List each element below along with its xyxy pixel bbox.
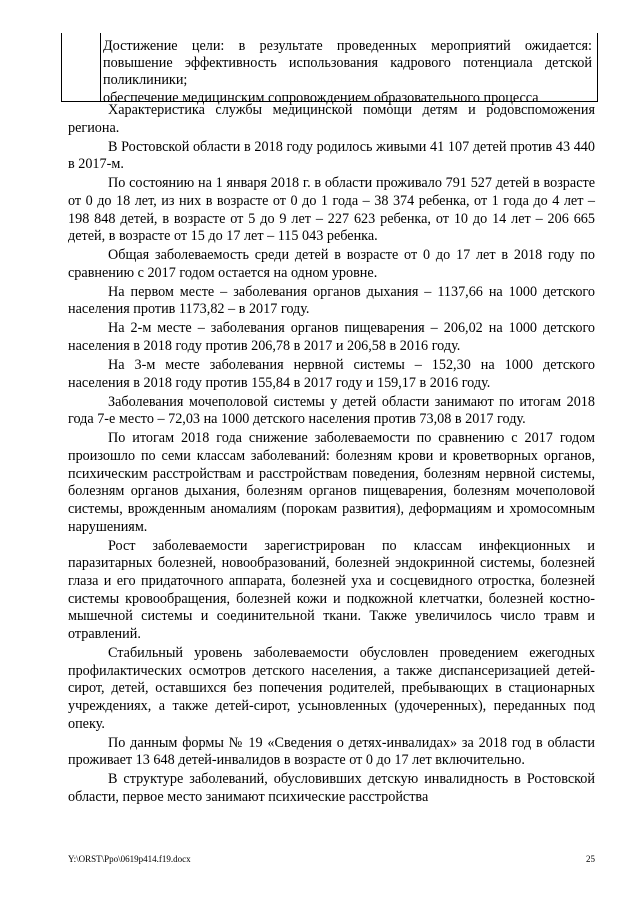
paragraph: По данным формы № 19 «Сведения о детях-инвалидах» за 2018 год в области проживает 13 648 детей-инвалидов в возрасте от 0 до 17 лет включительно. [68, 734, 595, 769]
page-number: 25 [586, 854, 595, 864]
paragraph: В структуре заболеваний, обусловивших детскую инвалидность в Ростовской области, первое место занимают психические расстройства [68, 771, 595, 805]
paragraph: Общая заболеваемость среди детей в возрасте от 0 до 17 лет в 2018 году по сравнению с 2017 годом остается на одном уровне. [68, 247, 595, 281]
paragraph: Заболевания мочеполовой системы у детей области занимают по итогам 2018 года 7-е место – 72,03 на 1000 детского населения против 73,08 в 2017 году. [68, 393, 595, 428]
paragraph: На 3-м месте заболевания нервной системы – 152,30 на 1000 детского населения в 2018 году против 155,84 в 2017 году и 159,17 в 2016 году. [68, 356, 595, 391]
table-empty-cell [62, 33, 101, 101]
table-fragment [61, 33, 598, 106]
table-text-cell [103, 38, 592, 107]
paragraph: На 2-м месте – заболевания органов пищеварения – 206,02 на 1000 детского населения в 2018 году против 206,78 в 2017 и 206,58 в 2016 году. [68, 320, 595, 355]
table-goal-text: Достижение цели: в результате проведенных мероприятий ожидается: повышение эффективность использования кадрового потенциала детской поликлиники; [103, 38, 592, 89]
file-path: Y:\ORST\Ppo\0619p414.f19.docx [68, 854, 191, 864]
paragraph: По состоянию на 1 января 2018 г. в области проживало 791 527 детей в возрасте от 0 до 18 лет, из них в возрасте от 0 до 1 года – 38 374 ребенка, от 1 года до 4 лет – 198 848 детей, в возрасте от 5 до 9 лет – 227 623 ребенка, от 10 до 14 лет – 206 665 детей, в возрасте от 15 до 17 лет – 115 043 ребенка. [68, 175, 595, 245]
paragraph: По итогам 2018 года снижение заболеваемости по сравнению с 2017 годом произошло по семи классам заболеваний: болезням крови и кроветворных органов, психическим расстройствам и расстройствам поведения, болезням нервной системы, болезням органов дыхания, болезням органов пищеварения, болезням мочеполовой системы, врожденным аномалиям (порокам развития), деформациям и хромосомным нарушениям. [68, 430, 595, 535]
paragraph: На первом месте – заболевания органов дыхания – 1137,66 на 1000 детского населения против 1173,82 – в 2017 году. [68, 283, 595, 318]
document-body [68, 102, 595, 808]
table-goal-text-2: обеспечение медицинским сопровождением образовательного процесса [103, 89, 539, 106]
paragraph: Рост заболеваемости зарегистрирован по классам инфекционных и паразитарных болезней, новообразований, болезней эндокринной системы, болезней глаза и его придаточного аппарата, болезней уха и сосцевидного отростка, болезней системы кровообращения, болезней кожи и подкожной клетчатки, болезней костно-мышечной системы и соединительной ткани. Также увеличилось число травм и отравлений. [68, 537, 595, 643]
paragraph: Характеристика службы медицинской помощи детям и родовспоможения региона. [68, 102, 595, 136]
paragraph: В Ростовской области в 2018 году родилось живыми 41 107 детей против 43 440 в 2017-м. [68, 138, 595, 173]
paragraph: Стабильный уровень заболеваемости обусловлен проведением ежегодных профилактических осмотров детского населения, а также диспансеризацией детей-сирот, детей, оставшихся без попечения родителей, пребывающих в стационарных учреждениях, а также детей-сирот, усыновленных (удочеренных), переданных под опеку. [68, 644, 595, 732]
